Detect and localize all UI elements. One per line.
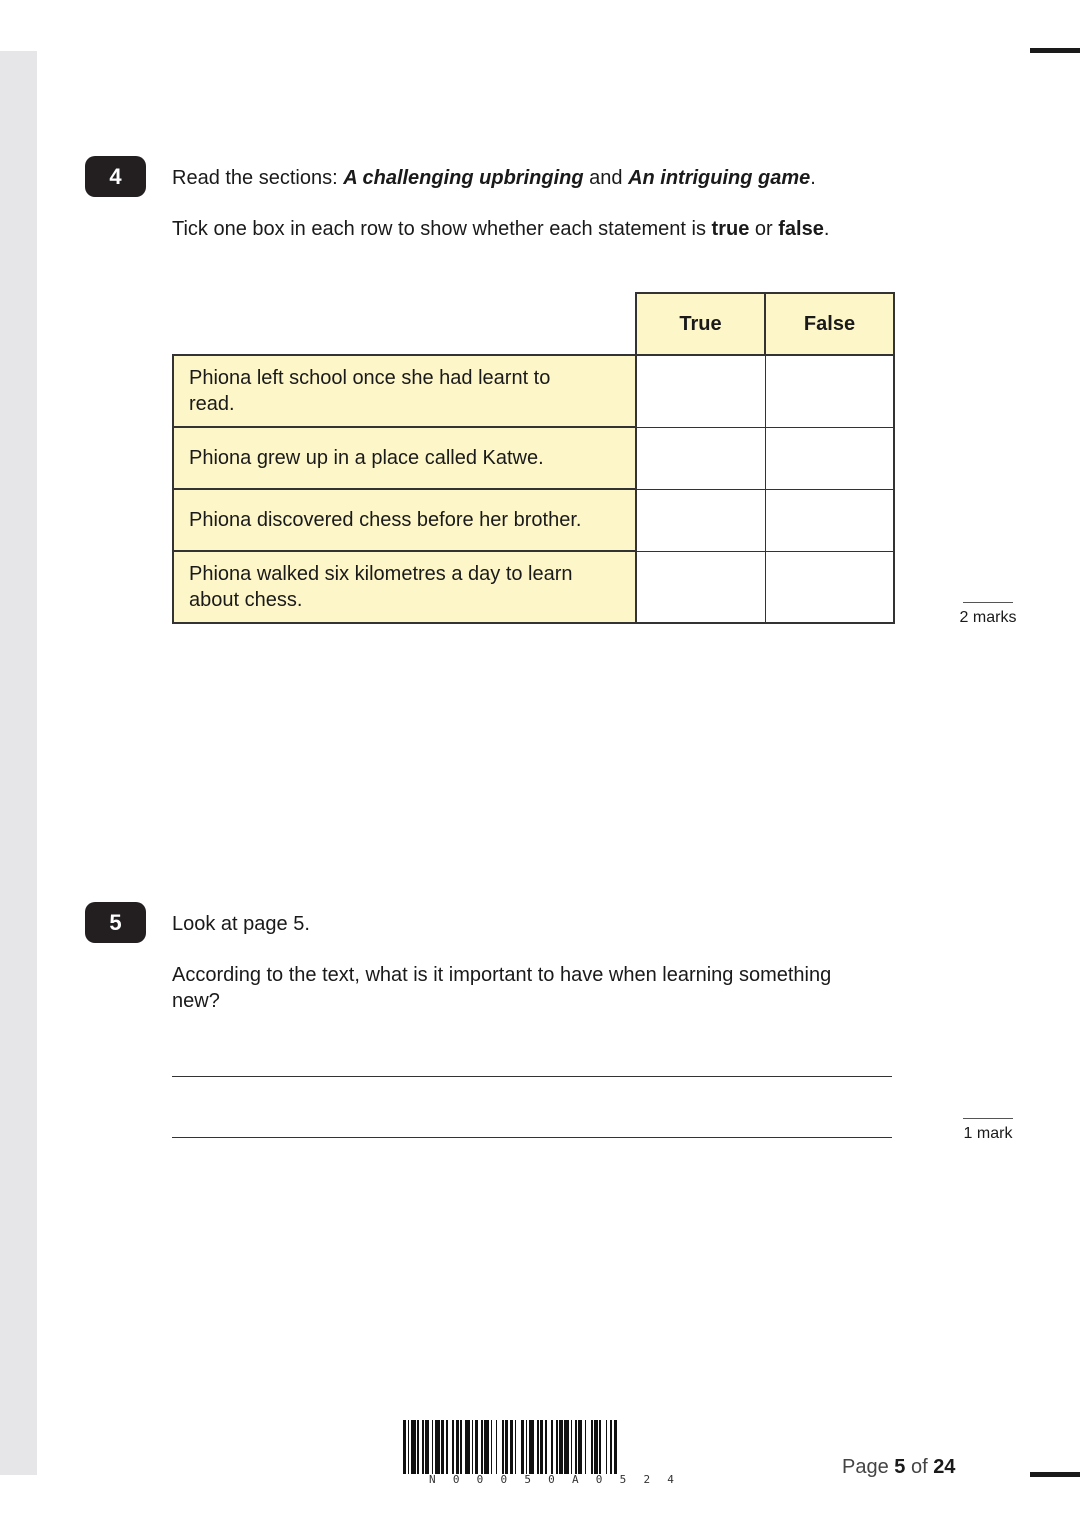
column-header-true: True	[636, 293, 765, 355]
statement-cell: Phiona grew up in a place called Katwe.	[173, 427, 636, 489]
column-header-false: False	[765, 293, 894, 355]
question-instruction: Tick one box in each row to show whether each statement is true or false.	[172, 218, 830, 240]
tick-box-false[interactable]	[765, 355, 894, 427]
statement-cell: Phiona walked six kilometres a day to learn about chess.	[173, 551, 636, 623]
question-number-badge: 4	[85, 156, 146, 197]
barcode-number: N 0 0 0 5 0 A 0 5 2 4	[429, 1473, 674, 1486]
question-prompt: Look at page 5.	[172, 913, 310, 935]
tick-box-false[interactable]	[765, 551, 894, 623]
tick-box-true[interactable]	[636, 355, 765, 427]
answer-line[interactable]	[172, 1076, 892, 1077]
tick-box-true[interactable]	[636, 551, 765, 623]
page-number: Page 5 of 24	[842, 1456, 956, 1478]
tick-box-true[interactable]	[636, 489, 765, 551]
registration-mark-top	[1030, 48, 1080, 53]
barcode	[403, 1420, 700, 1486]
question-text: According to the text, what is it important to have when learning something new?	[172, 964, 832, 1012]
barcode-bar	[617, 1420, 620, 1474]
statement-cell: Phiona discovered chess before her brother.	[173, 489, 636, 551]
answer-line[interactable]	[172, 1137, 892, 1138]
statement-cell: Phiona left school once she had learnt to read.	[173, 355, 636, 427]
question-number-badge: 5	[85, 902, 146, 943]
tick-box-false[interactable]	[765, 427, 894, 489]
marks-indicator: 2 marks	[958, 602, 1018, 627]
true-false-table	[172, 292, 895, 624]
registration-mark-bottom	[1030, 1472, 1080, 1477]
section-title: An intriguing game	[628, 167, 811, 189]
tick-box-true[interactable]	[636, 427, 765, 489]
question-intro: Read the sections: A challenging upbringing and An intriguing game.	[172, 167, 816, 189]
section-title: A challenging upbringing	[343, 167, 584, 189]
page-margin-strip	[0, 51, 37, 1475]
marks-indicator: 1 mark	[958, 1118, 1018, 1143]
tick-box-false[interactable]	[765, 489, 894, 551]
